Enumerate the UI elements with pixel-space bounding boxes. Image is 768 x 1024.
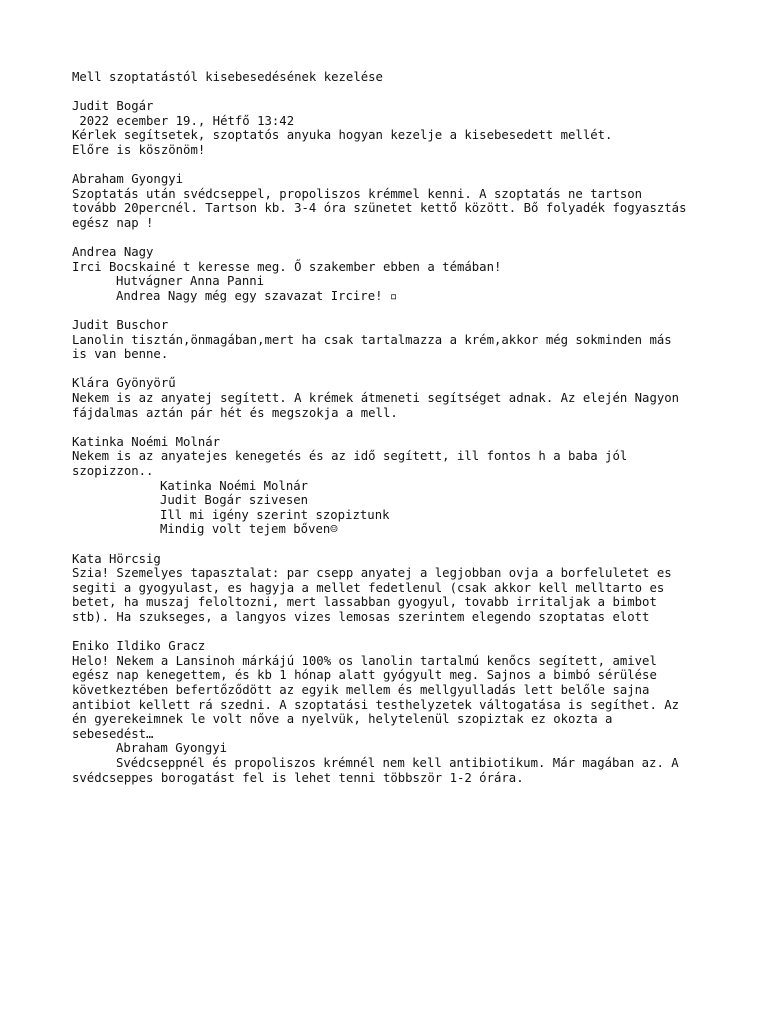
post — [72, 99, 732, 157]
post-date: 2022 ecember 19., Hétfő 13:42 — [72, 113, 295, 128]
spacer — [72, 85, 732, 100]
spacer — [72, 362, 732, 377]
post — [72, 318, 732, 362]
reply-line: Mindig volt tejem bőven☺ — [160, 522, 338, 537]
post-text-line: Előre is köszönöm! — [72, 142, 206, 157]
spacer — [72, 231, 732, 246]
post-text-line: Irci Bocskainé t keresse meg. Ő szakember ebben a témában! — [72, 259, 502, 274]
reply-line: Hutvágner Anna Panni — [116, 274, 265, 289]
post-text-line: egész nap kenegettem, és kb 1 hónap alatt gyógyult meg. Sajnos a bimbó sérülése — [72, 668, 657, 683]
post-text-line: Kérlek segítsetek, szoptatós anyuka hogyan kezelje a kisebesedett mellét. — [72, 128, 613, 143]
post-text-line: tovább 20percnél. Tartson kb. 3-4 óra szünetet kettő között. Bő folyadék fogyasztás — [72, 201, 687, 216]
post-text-line: szopizzon.. — [72, 464, 154, 479]
spacer — [72, 158, 732, 173]
reply-line: Katinka Noémi Molnár — [160, 478, 309, 493]
post-text-line: Nekem is az anyatejes kenegetés és az idő segített, ill fontos h a baba jól — [72, 449, 628, 464]
reply-line: svédcseppes borogatást fel is lehet tenni többször 1-2 órára. — [72, 770, 524, 785]
post-author: Abraham Gyongyi — [72, 172, 184, 187]
spacer — [72, 537, 732, 552]
post — [72, 552, 732, 625]
post-text-line: Szoptatás után svédcseppel, propoliszos krémmel kenni. A szoptatás ne tartson — [72, 186, 643, 201]
post-text-line: segiti a gyogyulast, es hagyja a mellet fedetlenul (csak akkor kell melltarto es — [72, 580, 665, 595]
post-text-line: én gyerekeimnek le volt nőve a nyelvük, helytelenül szopiztak ez okozta a — [72, 712, 613, 727]
post-text-line: következtében befertőződött az egyik mellem és mellgyulladás lett belőle sajna — [72, 682, 650, 697]
post-author: Klára Gyönyörű — [72, 376, 176, 391]
reply-line: Judit Bogár szivesen — [160, 493, 309, 508]
post-text-line: Lanolin tisztán,önmagában,mert ha csak tartalmazza a krém,akkor még sokminden más — [72, 332, 672, 347]
post-text-line: antibiot kellett rá szedni. A szoptatási testhelyzetek váltogatása is segíthet. Az — [72, 697, 680, 712]
post-text-line: Nekem is az anyatej segített. A krémek átmeneti segítséget adnak. Az elején Nagyon — [72, 391, 680, 406]
post — [72, 245, 732, 303]
reply-author: Abraham Gyongyi — [116, 741, 228, 756]
reply-line: Ill mi igény szerint szopiztunk — [160, 507, 390, 522]
spacer — [72, 420, 732, 435]
post-text-line: fájdalmas aztán pár hét és megszokja a mell. — [72, 405, 398, 420]
spacer — [72, 304, 732, 319]
post-text-line: Szia! Szemelyes tapasztalat: par csepp anyatej a legjobban ovja a borfeluletet es — [72, 566, 672, 581]
post-text-line: egész nap ! — [72, 215, 154, 230]
post-author: Andrea Nagy — [72, 245, 154, 260]
post-text-line: is van benne. — [72, 347, 169, 362]
post-author: Judit Bogár — [72, 99, 154, 114]
post-text-line: sebesedést… — [72, 726, 154, 741]
post-author: Eniko Ildiko Gracz — [72, 639, 206, 654]
post-author: Kata Hörcsig — [72, 551, 161, 566]
document-page — [72, 70, 732, 785]
reply-line: Svédcseppnél és propoliszos krémnél nem kell antibiotikum. Már magában az. A — [116, 755, 679, 770]
document-title: Mell szoptatástól kisebesedésének kezelése — [72, 70, 383, 84]
post — [72, 435, 732, 537]
spacer — [72, 625, 732, 640]
post-author: Judit Buschor — [72, 318, 169, 333]
reply-line: Andrea Nagy még egy szavazat Ircire! ▫ — [116, 288, 398, 303]
post-author: Katinka Noémi Molnár — [72, 434, 221, 449]
post — [72, 172, 732, 230]
post-text-line: Helo! Nekem a Lansinoh márkájú 100% os lanolin tartalmú kenőcs segített, amivel — [72, 653, 657, 668]
post — [72, 376, 732, 420]
post — [72, 639, 732, 785]
post-text-line: stb). Ha szukseges, a langyos vizes lemosas szerintem elegendo szoptatas elott — [72, 609, 650, 624]
post-text-line: betet, ha muszaj feloltozni, mert lassabban gyogyul, tovabb irritaljak a bimbot — [72, 595, 657, 610]
